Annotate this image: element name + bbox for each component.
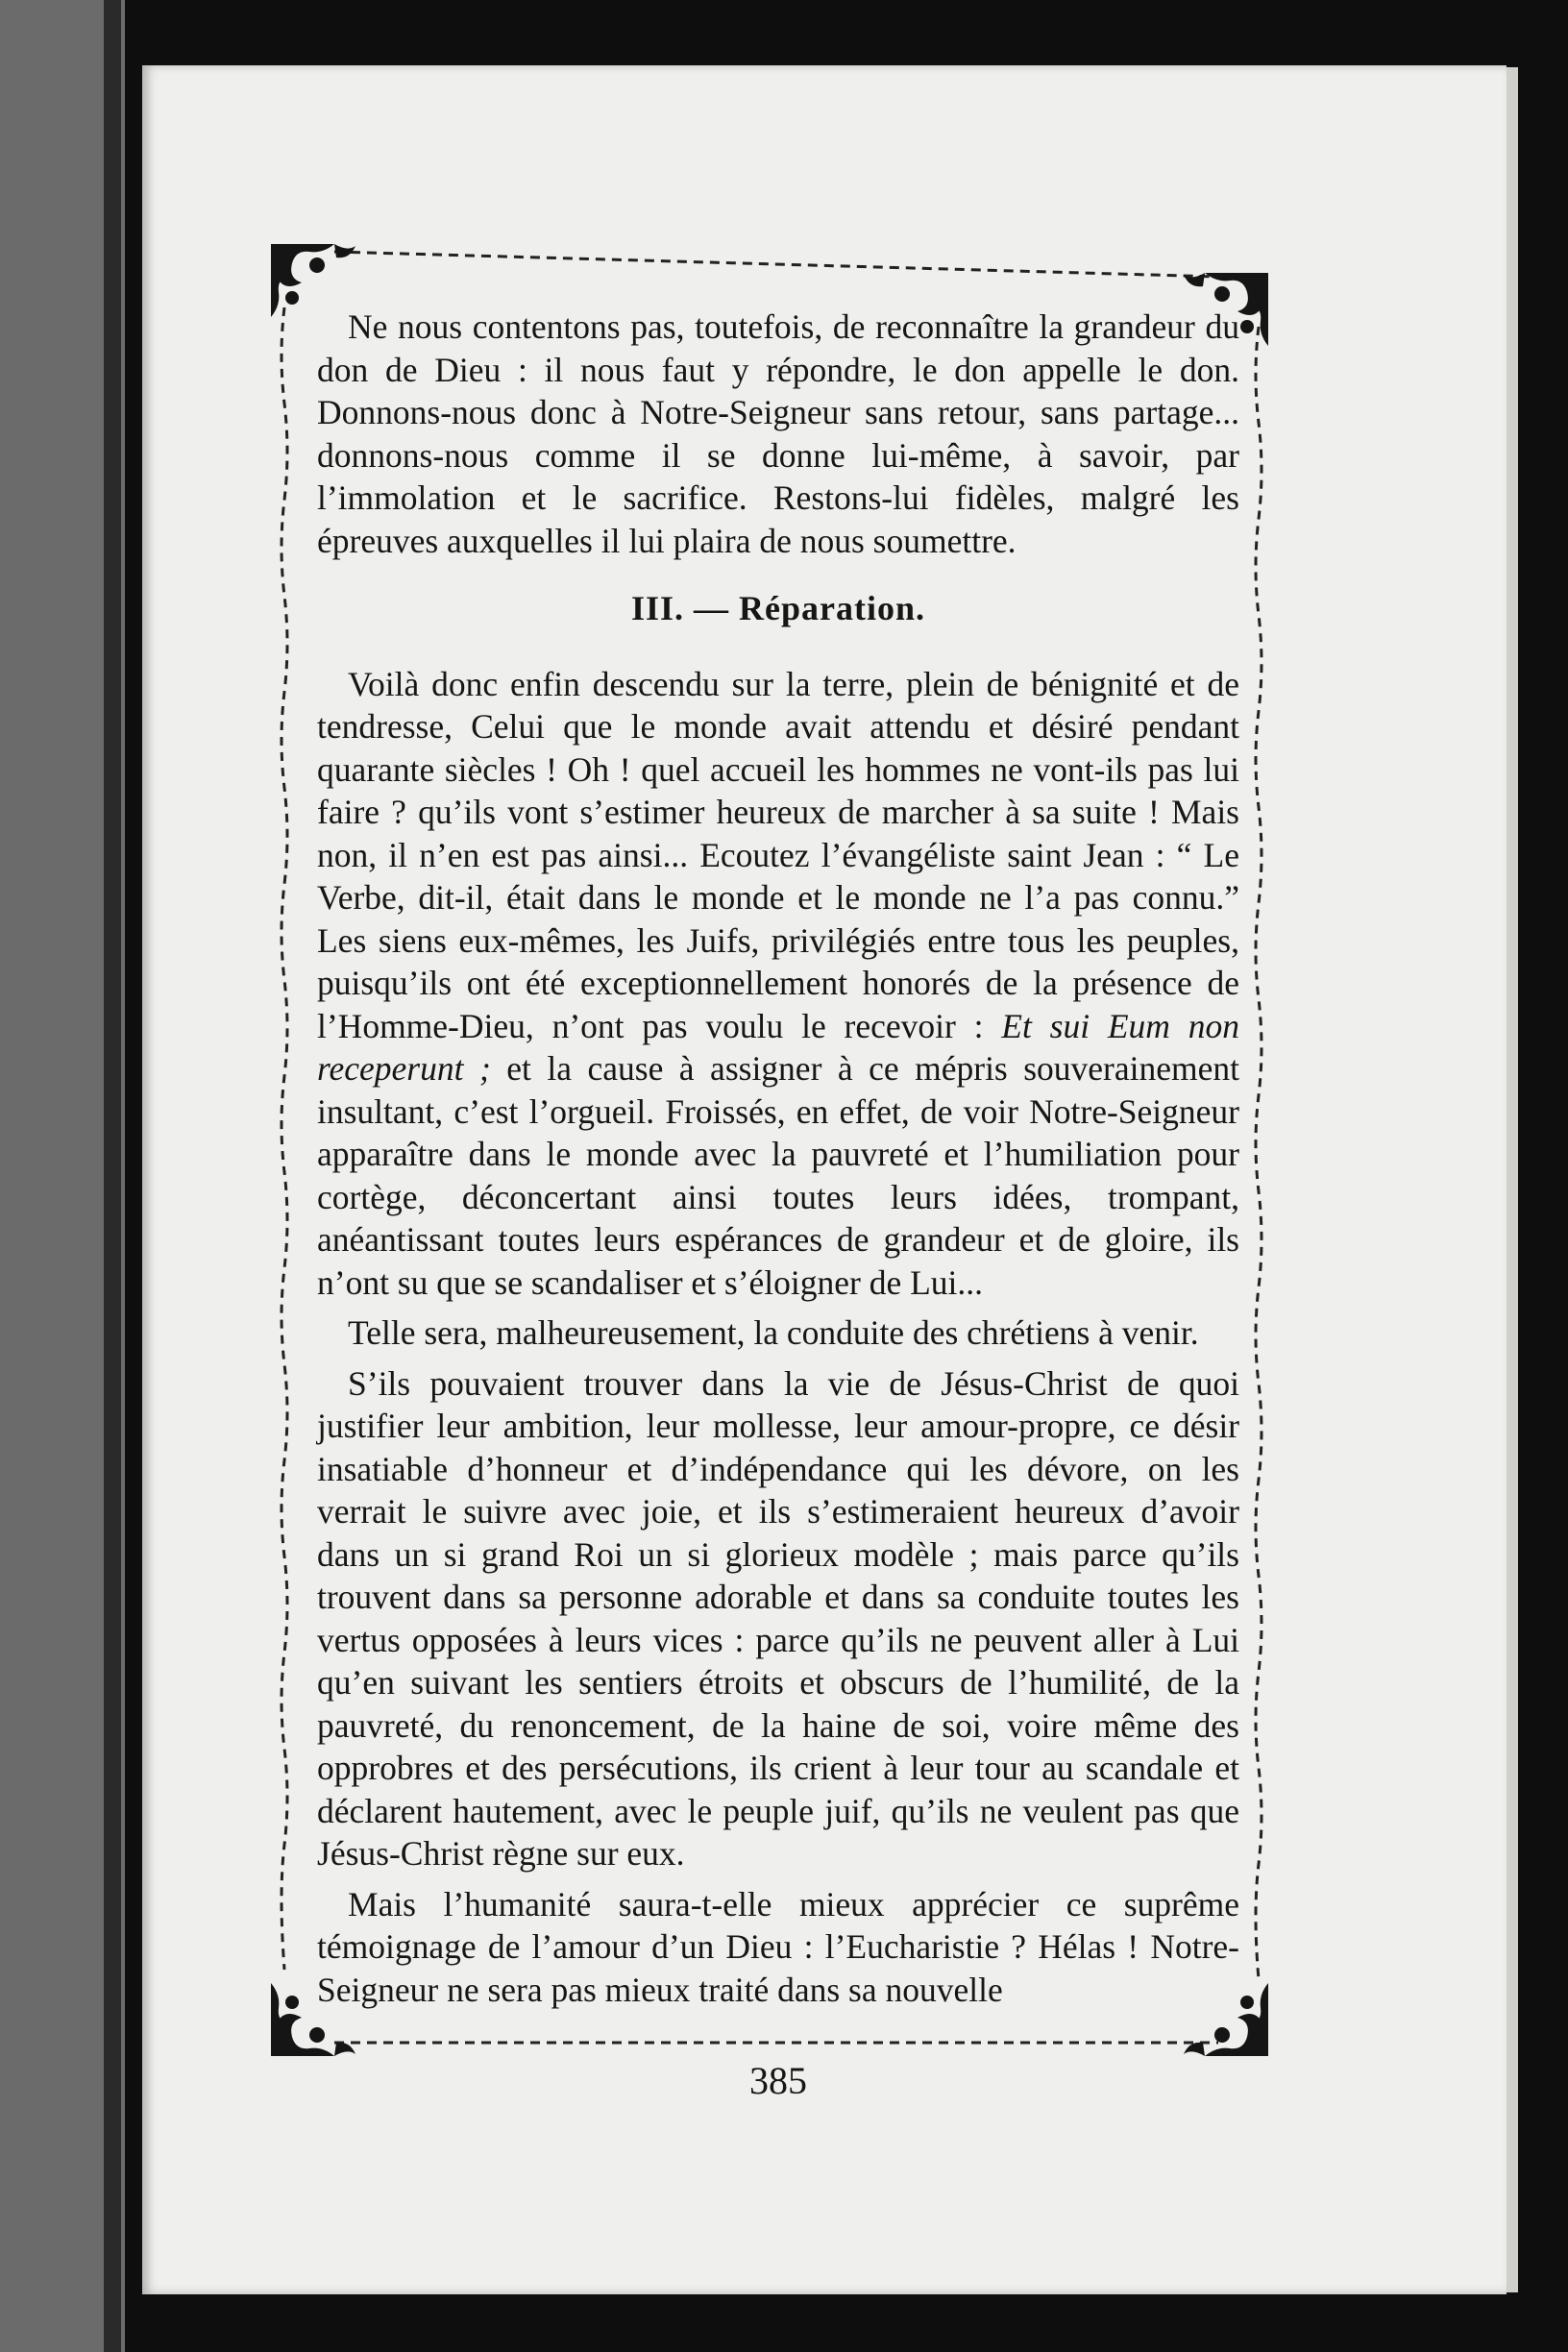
page-text <box>317 306 1239 2011</box>
latin-quote: Et sui Eum non receperunt ; <box>317 1006 1239 1088</box>
book-gutter <box>104 0 121 2352</box>
page-edge <box>1507 67 1518 2292</box>
paragraph <box>317 663 1239 1305</box>
paragraph: Ne nous contentons pas, toutefois, de reconnaître la grandeur du don de Dieu : il nous faut y répondre, le don appelle le don. Donnons-nous donc à Notre-Seigneur sans retour, sans partage... donnons-nous comme il se donne lui-même, à savoir, par l’immolation et le sacrifice. Restons-lui fidèles, malgré les épreuves auxquelles il lui plaira de nous soumettre. <box>317 307 1239 560</box>
section-heading: III. — Réparation. <box>630 589 926 627</box>
paragraph: Telle sera, malheureusement, la conduite des chrétiens à venir. <box>348 1313 1199 1352</box>
paragraph-text: et la cause à assigner à ce mépris souverainement insultant, c’est l’orgueil. Froissés, en effet, de voir Notre-Seigneur apparaître dans le monde avec la pauvreté et l’humiliation pour cortège, déconcertant ainsi toutes leurs idées, trompant, anéantissant toutes leurs espérances de grandeur et de gloire, ils n’ont su que se scandaliser et s’éloigner de Lui... <box>317 1049 1239 1302</box>
paragraph: S’ils pouvaient trouver dans la vie de Jésus-Christ de quoi justifier leur ambition, leur mollesse, leur amour-propre, ce désir insatiable d’honneur et d’indépendance qui les dévore, on les verrait le suivre avec joie, et ils s’estimeraient heureux d’avoir dans un si grand Roi un si glorieux modèle ; mais parce qu’ils trouvent dans sa personne adorable et dans sa conduite toutes les vertus opposées à leurs vices : parce qu’ils ne peuvent aller à Lui qu’en suivant les sentiers étroits et obscurs de l’humilité, de la pauvreté, du renoncement, de la haine de soi, voire même des opprobres et des persécutions, ils crient à leur tour au scandale et déclarent hautement, avec le peuple juif, qu’ils ne veulent pas que Jésus-Christ règne sur eux. <box>317 1363 1239 1873</box>
paragraph: Mais l’humanité saura-t-elle mieux apprécier ce suprême témoignage de l’amour d’un Dieu : l’Eucharistie ? Hélas ! Notre-Seigneur ne sera pas mieux traité dans sa nouvelle <box>317 1884 1239 2009</box>
page-number: 385 <box>749 2059 807 2102</box>
paragraph-text: Voilà donc enfin descendu sur la terre, plein de bénignité et de tendresse, Celui que le monde avait attendu et désiré pendant quarante siècles ! Oh ! quel accueil les hommes ne vont-ils pas lui faire ? qu’ils vont s’estimer heureux de marcher à sa suite ! Mais non, il n’en est pas ainsi... Ecoutez l’évangéliste saint Jean : “ Le Verbe, dit-il, était dans le monde et le monde ne l’a pas connu.” Les siens eux-mêmes, les Juifs, privilégiés entre tous les peuples, puisqu’ils ont été exceptionnellement honorés de la présence de l’Homme-Dieu, n’ont pas voulu le recevoir : <box>317 664 1239 1045</box>
